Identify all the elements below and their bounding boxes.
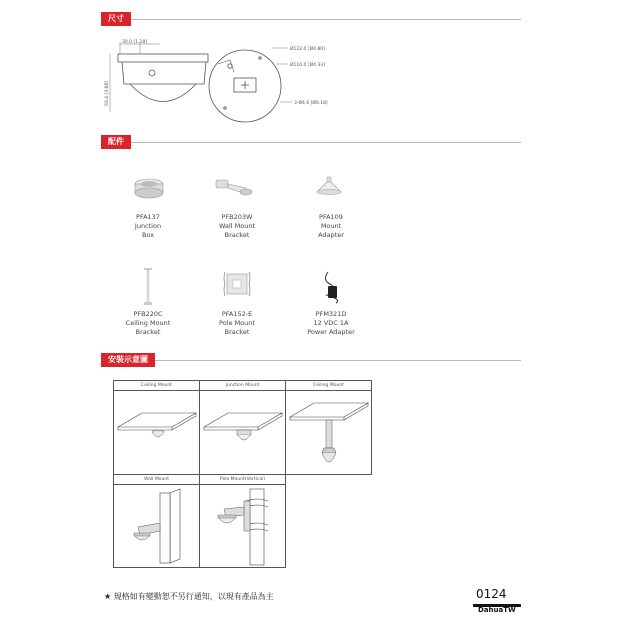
section-tab-installation: 安裝示意圖 [101,353,155,367]
accessory-desc-line2: Power Adapter [307,328,355,336]
accessory-model: PFA109 [319,213,343,221]
section-tab-dimensions: 尺寸 [101,12,131,26]
accessory-label-pfa152e [192,310,282,337]
footer-note: ★ 規格如有變動恕不另行通知，以現有產品為主 [104,592,274,601]
section-header-accessories [101,137,521,157]
ceiling-mount-diagram-icon [116,405,198,445]
junction-mount-diagram-icon [202,405,284,449]
install-cell-pole-mount [199,474,286,568]
accessory-model: PFA152-E [221,310,253,318]
accessory-model: PFB203W [221,213,253,221]
page-number: 0124 [476,587,507,601]
mount-adapter-icon [314,176,344,196]
install-title: Junction Mount [200,382,285,391]
install-title: Ceiling Mount [114,382,199,391]
accessory-desc-line1: Junction [134,222,162,230]
accessory-desc-line1: Mount [320,222,342,230]
accessory-desc-line2: Bracket [224,231,250,239]
accessory-model: PFA137 [136,213,160,221]
section-tab-accessories: 配件 [101,135,131,149]
camera-side-view [118,54,208,102]
pole-mount-diagram-icon [206,487,282,567]
pole-mount-bracket-icon [221,270,253,298]
height-total-label: 93.4 [3.68] [105,81,110,106]
accessory-desc-line1: Ceiling Mount [125,319,171,327]
wall-mount-diagram-icon [122,487,194,567]
junction-box-icon [133,177,165,199]
install-cell-junction-mount [199,380,286,475]
accessory-model: PFM321D [315,310,347,318]
accessory-desc-line2: Adapter [318,231,344,239]
holes-label: 3-Ø4.6 [Ø0.18] [294,101,328,106]
install-cell-pendant-mount [285,380,372,475]
accessory-desc-line2: Box [141,231,155,239]
ceiling-mount-bracket-icon [143,268,153,306]
accessory-desc-line2: Bracket [135,328,161,336]
height-top-label: 30.0 [1.18] [122,40,147,45]
install-title: Pole Mount(Vertical) [200,476,285,485]
section-header-dimensions [101,14,521,34]
accessory-desc-line1: 12 VDC 1A [313,319,349,327]
accessory-desc-line1: Pole Mount [219,319,255,327]
accessory-desc-line1: Wall Mount [218,222,256,230]
dimension-drawing [100,34,360,124]
dia-inner-label: Ø110.0 [Ø4.33] [290,63,325,68]
accessory-label-pfa109 [286,213,376,240]
accessory-model: PFB220C [133,310,163,318]
brand-name: DahuaTW [478,606,516,614]
install-title: Ceiling Mount [286,382,371,391]
install-cell-ceiling-mount [113,380,200,475]
install-title: Wall Mount [114,476,199,485]
pendant-mount-diagram-icon [288,395,370,473]
camera-top-view [209,50,281,122]
accessory-label-pfm321d [286,310,376,337]
accessory-label-pfa137 [103,213,193,240]
power-adapter-icon [318,270,344,304]
install-cell-wall-mount [113,474,200,568]
wall-mount-bracket-icon [214,178,254,198]
section-header-installation [101,355,521,375]
accessory-label-pfb203w [192,213,282,240]
accessory-desc-line2: Bracket [224,328,250,336]
accessory-label-pfb220c [103,310,193,337]
dia-outer-label: Ø122.0 [Ø4.80] [290,47,325,52]
